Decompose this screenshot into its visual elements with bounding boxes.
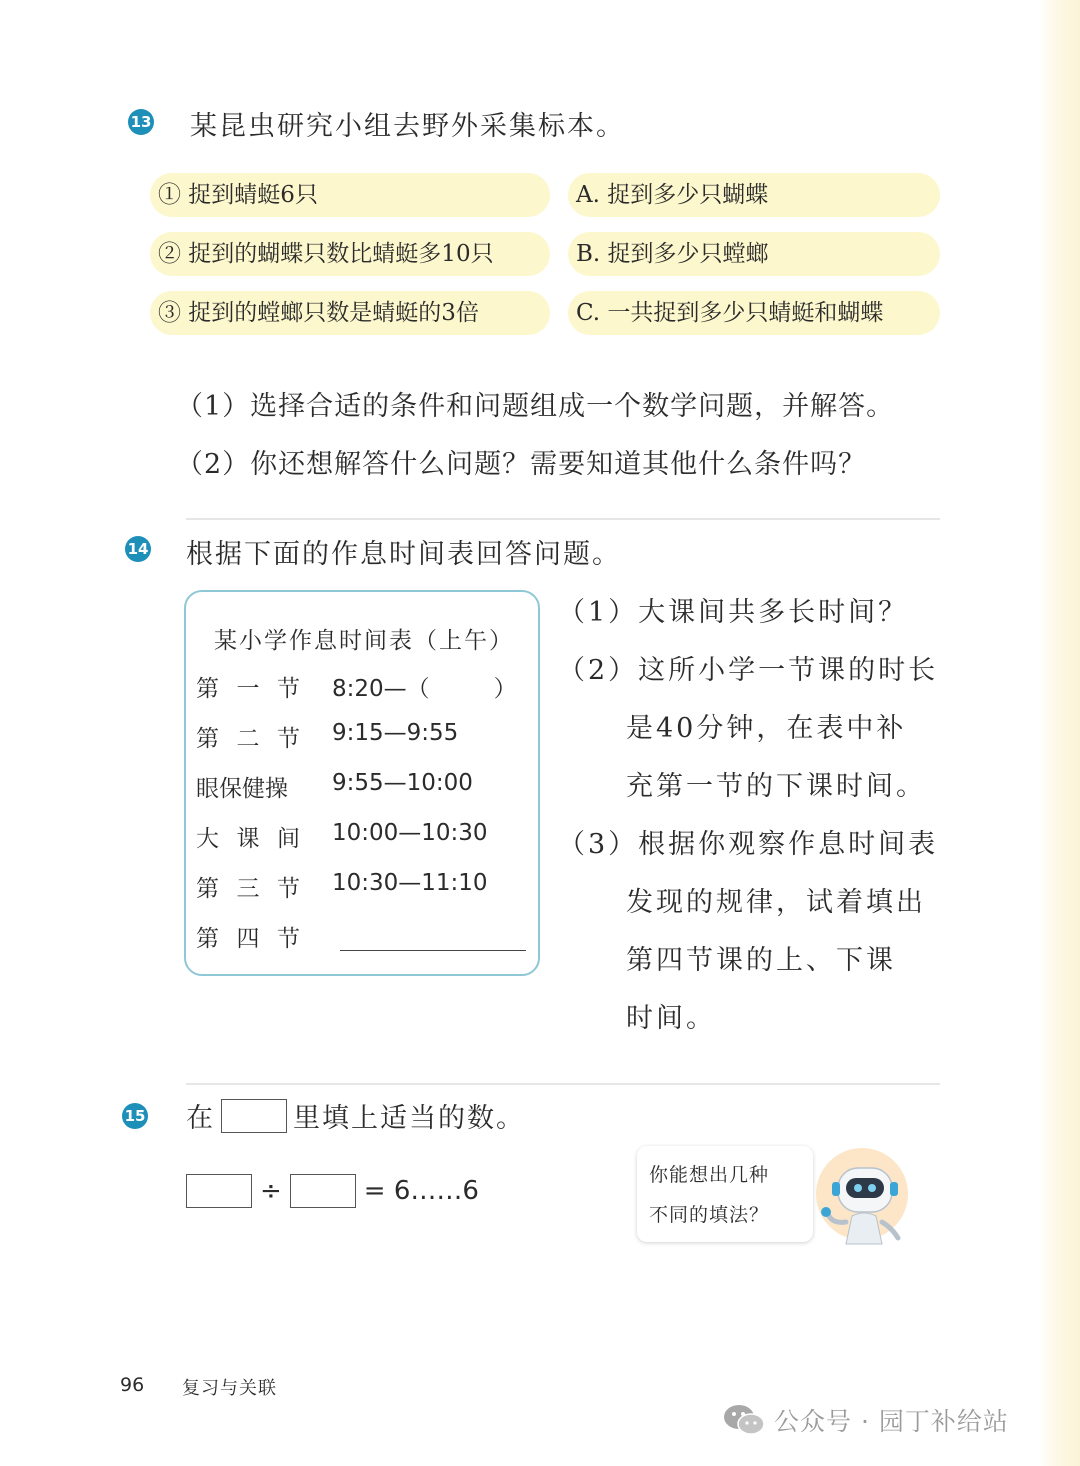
division-equation	[186, 1174, 479, 1208]
question-a: A. 捉到多少只蝴蝶	[568, 173, 940, 217]
timetable-row	[196, 720, 536, 760]
row-label: 第 三 节	[196, 876, 300, 902]
answer-blank-line[interactable]	[340, 950, 526, 951]
robot-mascot-icon	[812, 1148, 920, 1248]
divisor-box[interactable]	[290, 1174, 356, 1208]
condition-3: ③ 捉到的螳螂只数是蜻蜓的3倍	[150, 291, 550, 335]
watermark	[722, 1400, 1009, 1440]
problem-14-q2-line3: 充第一节的下课时间。	[626, 771, 926, 802]
problem-14-stem: 根据下面的作息时间表回答问题。	[186, 539, 621, 570]
row-time: 9:55—10:00	[332, 770, 473, 796]
sample-box	[221, 1099, 287, 1133]
problem-14-q3-line4: 时间。	[626, 1003, 716, 1034]
row-time: 10:00—10:30	[332, 820, 488, 846]
problem-15-badge: 15	[122, 1103, 148, 1129]
dividend-box[interactable]	[186, 1174, 252, 1208]
hint-bubble	[637, 1146, 813, 1242]
problem-14-q3-line2: 发现的规律，试着填出	[626, 887, 926, 918]
timetable-row	[196, 770, 536, 810]
equation-result: = 6……6	[363, 1176, 479, 1206]
row-label: 第 四 节	[196, 926, 300, 952]
row-label: 眼保健操	[196, 776, 288, 802]
problem-14-q2-line2: 是40分钟，在表中补	[626, 713, 907, 744]
problem-13-q1: （1）选择合适的条件和问题组成一个数学问题，并解答。	[176, 391, 895, 422]
timetable-row	[196, 820, 536, 860]
timetable	[184, 590, 540, 976]
divider	[186, 518, 940, 520]
divider	[186, 1083, 940, 1085]
watermark-text: 公众号 · 园丁补给站	[774, 1407, 1009, 1436]
timetable-row	[196, 670, 536, 710]
row-time: 8:20—（ ）	[332, 676, 517, 702]
wechat-icon	[722, 1403, 766, 1437]
page-edge-shading	[1038, 0, 1080, 1466]
problem-13-q2: （2）你还想解答什么问题？需要知道其他什么条件吗？	[176, 449, 867, 480]
problem-14-q2: （2）这所小学一节课的时长	[558, 655, 939, 686]
problem-14-q3-line3: 第四节课的上、下课	[626, 945, 896, 976]
timetable-title: 某小学作息时间表（上午）	[214, 628, 514, 654]
problem-13-stem: 某昆虫研究小组去野外采集标本。	[190, 111, 625, 142]
hint-line-2: 不同的填法？	[649, 1204, 770, 1226]
problem-14-q3: （3）根据你观察作息时间表	[558, 829, 939, 860]
row-time: 9:15—9:55	[332, 720, 459, 746]
problem-15-stem: 在 里填上适当的数。	[186, 1096, 525, 1135]
row-label: 第 一 节	[196, 676, 300, 702]
problem-13-badge: 13	[128, 109, 154, 135]
timetable-row	[196, 920, 536, 960]
row-label: 第 二 节	[196, 726, 300, 752]
question-b: B. 捉到多少只螳螂	[568, 232, 940, 276]
condition-2: ② 捉到的蝴蝶只数比蜻蜓多10只	[150, 232, 550, 276]
row-label: 大 课 间	[196, 826, 300, 852]
condition-1: ① 捉到蜻蜓6只	[150, 173, 550, 217]
section-title: 复习与关联	[182, 1378, 277, 1399]
page-number: 96	[120, 1374, 145, 1396]
question-c: C. 一共捉到多少只蜻蜓和蝴蝶	[568, 291, 940, 335]
row-time: 10:30—11:10	[332, 870, 488, 896]
problem-14-badge: 14	[125, 536, 151, 562]
hint-line-1: 你能想出几种	[649, 1164, 770, 1186]
problem-14-q1: （1）大课间共多长时间？	[558, 597, 909, 628]
timetable-row	[196, 870, 536, 910]
divide-sign: ÷	[260, 1176, 282, 1206]
